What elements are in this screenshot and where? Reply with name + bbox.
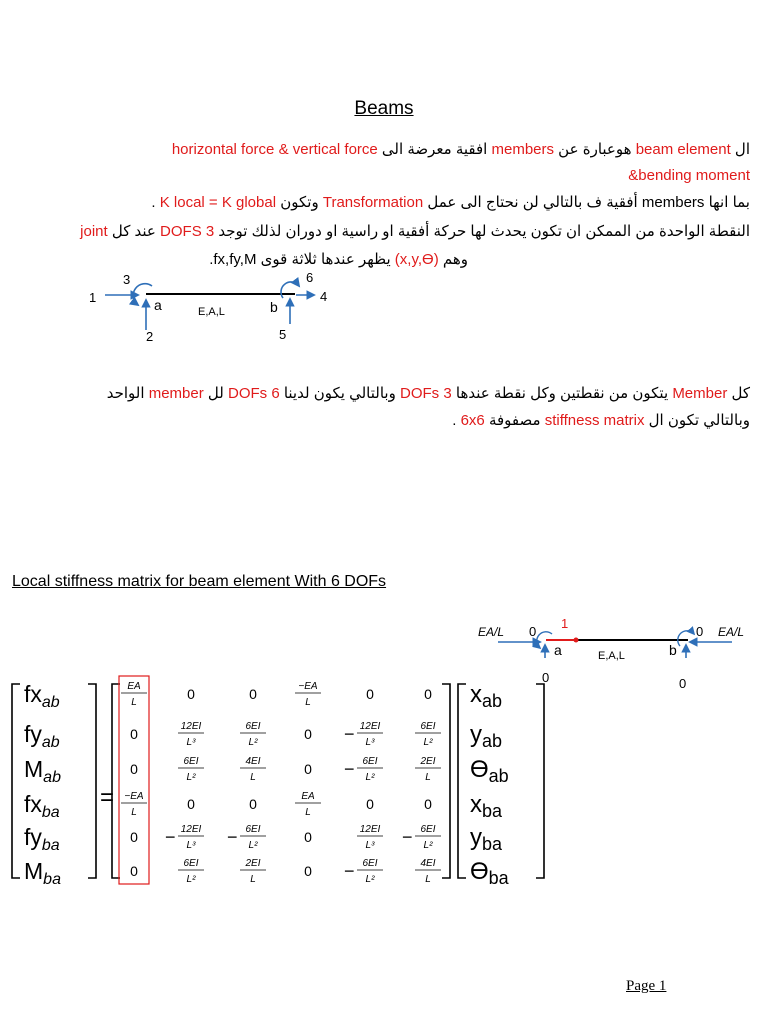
matrix-cell-value: 0: [187, 796, 195, 812]
matrix-cell-denominator: L²: [248, 840, 258, 851]
text-segment: عند كل: [107, 223, 161, 240]
matrix-cell-sign: −: [402, 827, 413, 847]
matrix-cell-sign: −: [344, 724, 355, 744]
text-segment: وهم: [438, 251, 468, 268]
matrix-cell-sign: −: [227, 827, 238, 847]
force-subscript: ba: [41, 804, 60, 821]
para1-line1: [172, 140, 750, 158]
matrix-cell-denominator: L: [425, 772, 431, 783]
dof-label-3: 3: [123, 272, 131, 287]
force-vector-entry: $M_{ab}$: [24, 756, 61, 786]
text-segment: يظهر عندها ثلاثة قوى: [256, 251, 395, 268]
displacement-bracket-right: [536, 684, 544, 878]
matrix-cell-denominator: L³: [186, 737, 196, 748]
text-segment: هوعبارة عن: [554, 141, 636, 158]
matrix-cell-numerator: 6EI: [245, 721, 261, 732]
displacement-subscript: ba: [482, 834, 503, 854]
node-b-label: b: [669, 642, 677, 658]
matrix-cell-denominator: L²: [365, 874, 375, 885]
matrix-cell-numerator: 6EI: [183, 756, 199, 767]
zero-label-y-a: 0: [542, 670, 550, 685]
force-vector-entry: $fx_{ab}$: [24, 681, 60, 711]
matrix-cell-value: 0: [304, 829, 312, 845]
force-vector-entry: $fx_{ba}$: [24, 791, 60, 821]
matrix-cell-denominator: L: [425, 874, 431, 885]
matrix-cell-denominator: L: [131, 697, 137, 708]
displacement-vector-entry: $x_{ba}$: [470, 791, 503, 821]
para1-line4: [80, 222, 750, 240]
dof-label-6: 6: [306, 270, 314, 285]
matrix-cell-value: 0: [249, 796, 257, 812]
displacement-subscript: ba: [482, 801, 503, 821]
moment-arrow-b: [678, 631, 694, 646]
dof-label-1: 1: [89, 290, 97, 305]
term-forces: horizontal force & vertical force: [171, 141, 378, 158]
term-members: members: [641, 194, 705, 211]
matrix-cell-value: 0: [130, 863, 138, 879]
term-3dofs: 3 DOFs: [400, 385, 452, 402]
para2-line1: [107, 384, 750, 402]
para2-line2: [452, 411, 750, 429]
text-segment: يتكون من نقطتين وكل نقطة عندها: [451, 385, 673, 402]
matrix-cell-sign: −: [344, 861, 355, 881]
para1-line3: [151, 193, 750, 211]
term-6dofs: 6 DOFs: [227, 385, 280, 402]
matrix-cell-value: 0: [366, 796, 374, 812]
displacement-subscript: ab: [482, 691, 503, 711]
matrix-cell-denominator: L²: [423, 737, 433, 748]
force-label-left: EA/L: [478, 625, 505, 639]
text-segment: النقطة الواحدة من الممكن ان تكون يحدث لها حركة أفقية او راسية او دوران لذلك توجد: [214, 223, 750, 240]
dof-label-5: 5: [279, 327, 287, 342]
displacement-vector-entry: $x_{ab}$: [470, 681, 503, 711]
matrix-cell-denominator: L²: [365, 772, 375, 783]
text-segment: وبالتالي تكون ال: [644, 412, 750, 429]
text-segment: أفقية ف بالتالي لن نحتاج الى عمل: [423, 194, 642, 211]
matrix-cell-numerator: 6EI: [420, 824, 436, 835]
matrix-cell-value: 0: [304, 726, 312, 742]
text-segment: .: [151, 194, 160, 211]
beam-dof-diagram: [0, 262, 360, 352]
matrix-cell-sign: −: [344, 759, 355, 779]
term-members: members: [491, 141, 555, 158]
matrix-cell-denominator: L³: [365, 737, 375, 748]
force-subscript: ab: [41, 694, 60, 711]
force-vector-entry: $M_{ba}$: [24, 858, 61, 888]
zero-label-rotation-a: 0: [529, 624, 537, 639]
term-xy-theta: (x,y,ϴ): [394, 251, 439, 268]
beam-props-label: E,A,L: [198, 306, 225, 318]
force-vector-bracket-left: [12, 684, 20, 878]
matrix-cell-numerator: 12EI: [359, 721, 381, 732]
text-segment: الواحد: [106, 385, 149, 402]
matrix-cell-denominator: L: [131, 807, 137, 818]
term-stiffness-matrix: stiffness matrix: [544, 412, 645, 429]
force-label-right: EA/L: [718, 625, 745, 639]
text-segment: مصفوفة: [484, 412, 545, 429]
force-subscript: ba: [41, 837, 60, 854]
matrix-cell-value: 0: [304, 863, 312, 879]
matrix-cell-value: 0: [130, 829, 138, 845]
term-member: member: [148, 385, 204, 402]
page-number: Page 1: [626, 978, 667, 994]
force-subscript: ab: [43, 769, 61, 786]
term-forces-list: fx,fy,M.: [209, 251, 257, 268]
matrix-cell-value: 0: [130, 726, 138, 742]
matrix-cell-numerator: 6EI: [362, 858, 378, 869]
force-vector-entry: $fy_{ab}$: [24, 721, 60, 751]
text-segment: وبالتالي يكون لدينا: [279, 385, 401, 402]
matrix-cell-denominator: L: [305, 697, 311, 708]
text-segment: افقية معرضة الى: [377, 141, 492, 158]
matrix-cell-value: 0: [424, 796, 432, 812]
matrix-cell-numerator: 2EI: [420, 756, 436, 767]
term-beam-element: beam element: [635, 141, 731, 158]
force-vector-entry: $fy_{ba}$: [24, 824, 60, 854]
displacement-vector-entry: $ϴ_{ba}$: [470, 858, 509, 888]
para1-line2: &bending moment: [628, 167, 750, 184]
displacement-bracket-left: [458, 684, 466, 878]
matrix-cell-denominator: L: [250, 772, 256, 783]
matrix-cell-value: 0: [249, 686, 257, 702]
matrix-cell-denominator: L: [305, 807, 311, 818]
text-segment: .: [452, 412, 461, 429]
zero-label-y-b: 0: [679, 676, 687, 691]
dof-label-4: 4: [320, 289, 328, 304]
node-a-label: a: [554, 642, 562, 658]
text-segment: لل: [203, 385, 228, 402]
matrix-cell-numerator: 12EI: [180, 721, 202, 732]
matrix-cell-numerator: 4EI: [245, 756, 261, 767]
displacement-subscript: ab: [488, 766, 509, 786]
displacement-subscript: ba: [488, 868, 509, 888]
matrix-cell-numerator: 12EI: [359, 824, 381, 835]
term-3dofs: 3 DOFS: [160, 223, 215, 240]
matrix-cell-denominator: L³: [365, 840, 375, 851]
beam-props-label: E,A,L: [598, 650, 625, 662]
matrix-cell-numerator: 6EI: [362, 756, 378, 767]
matrix-cell-numerator: 12EI: [180, 824, 202, 835]
page-title: Beams: [354, 98, 414, 119]
node-a-label: a: [154, 297, 162, 313]
term-k-local: K local = K global: [159, 194, 277, 211]
displaced-point: [574, 638, 579, 643]
displacement-vector-entry: $y_{ba}$: [470, 824, 503, 854]
matrix-cell-value: 0: [424, 686, 432, 702]
force-vector-bracket-right: [88, 684, 96, 878]
section-title: Local stiffness matrix for beam element With 6 DOFs: [12, 573, 387, 590]
matrix-cell-value: 0: [187, 686, 195, 702]
displacement-vector-entry: $ϴ_{ab}$: [470, 756, 509, 786]
matrix-cell-denominator: L²: [248, 737, 258, 748]
matrix-cell-numerator: 6EI: [245, 824, 261, 835]
matrix-cell-numerator: EA: [127, 681, 141, 692]
matrix-cell-numerator: 4EI: [420, 858, 436, 869]
matrix-bracket-right: [442, 684, 450, 878]
displacement-subscript: ab: [482, 731, 503, 751]
matrix-cell-numerator: 6EI: [183, 858, 199, 869]
matrix-cell-denominator: L²: [423, 840, 433, 851]
text-segment: وتكون: [276, 194, 323, 211]
matrix-cell-numerator: −EA: [298, 681, 318, 692]
matrix-cell-denominator: L²: [186, 772, 196, 783]
matrix-cell-denominator: L²: [186, 874, 196, 885]
matrix-cell-numerator: −EA: [124, 791, 144, 802]
matrix-cell-denominator: L³: [186, 840, 196, 851]
matrix-cell-denominator: L: [250, 874, 256, 885]
matrix-cell-value: 0: [130, 761, 138, 777]
displacement-vector-entry: $y_{ab}$: [470, 721, 503, 751]
text-segment: ال: [730, 141, 750, 158]
text-segment: كل: [727, 385, 750, 402]
force-subscript: ba: [43, 871, 61, 888]
force-subscript: ab: [41, 734, 60, 751]
text-segment: بما انها: [704, 194, 750, 211]
matrix-cell-value: 0: [304, 761, 312, 777]
term-6x6: 6x6: [460, 412, 485, 429]
matrix-cell-sign: −: [165, 827, 176, 847]
matrix-cell-value: 0: [366, 686, 374, 702]
unit-displacement-label: 1: [561, 616, 569, 631]
term-member: Member: [672, 385, 728, 402]
node-b-label: b: [270, 299, 278, 315]
stiffness-matrix-equation: [0, 670, 768, 890]
zero-label-rotation-b: 0: [696, 624, 704, 639]
matrix-cell-numerator: 2EI: [245, 858, 261, 869]
dof-label-2: 2: [146, 329, 154, 344]
matrix-cell-numerator: 6EI: [420, 721, 436, 732]
matrix-cell-numerator: EA: [301, 791, 315, 802]
term-transformation: Transformation: [322, 194, 424, 211]
term-joint: joint: [80, 223, 108, 240]
equals-sign: =: [100, 784, 115, 811]
